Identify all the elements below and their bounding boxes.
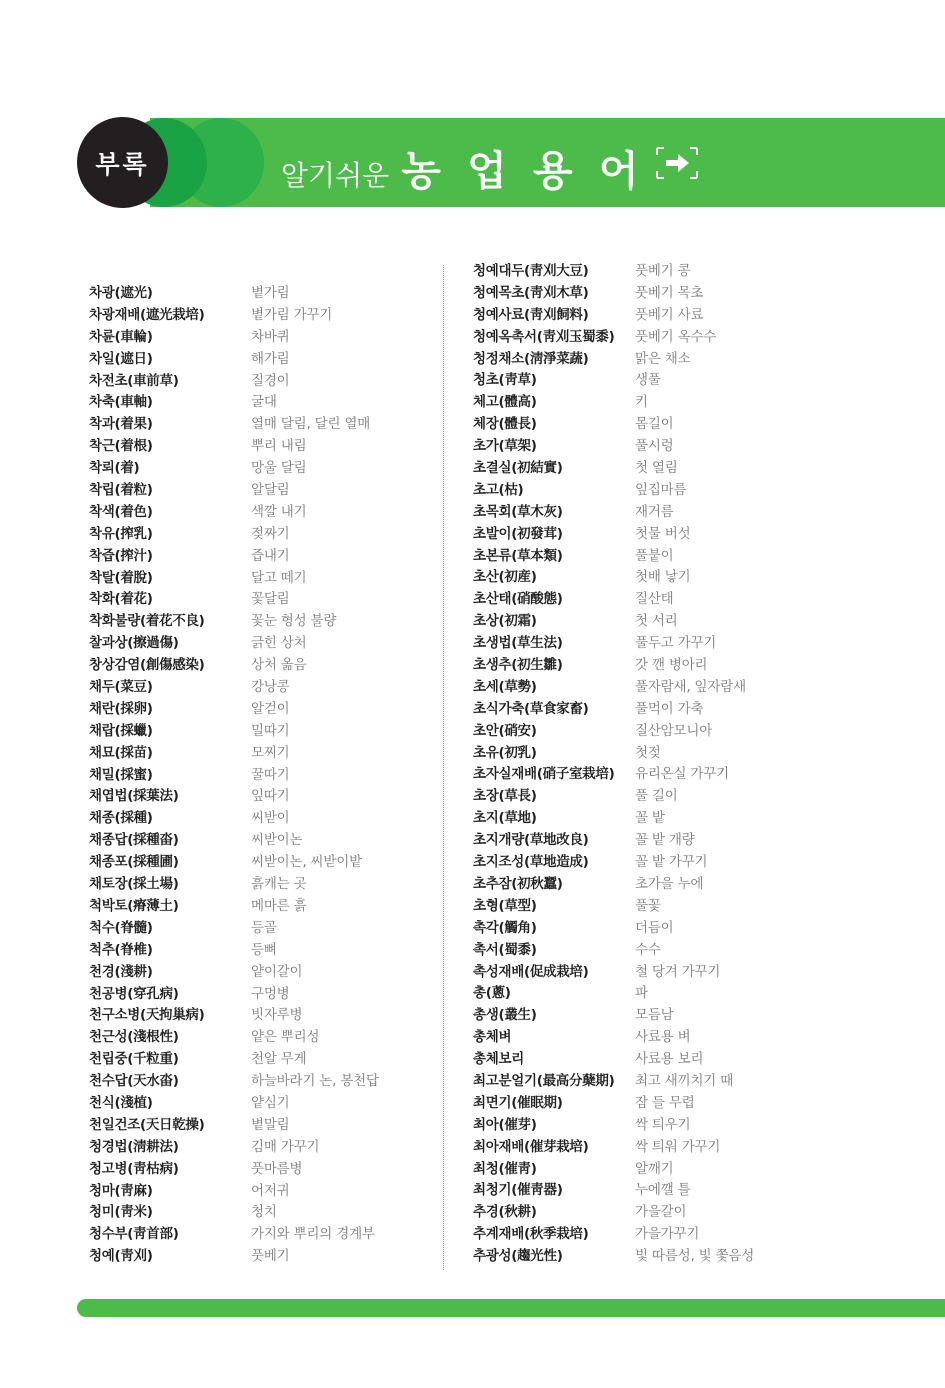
- term: 청경법(淸耕法): [89, 1138, 179, 1155]
- term: 초산(初産): [473, 569, 537, 586]
- term-definition: 풀먹이 가축: [635, 700, 704, 717]
- term: 채종포(採種圃): [89, 854, 179, 871]
- title-subtitle: 알기쉬운: [281, 159, 390, 192]
- term-definition: 풀자람새, 잎자람새: [635, 678, 746, 695]
- term: 최청(催靑): [473, 1160, 537, 1177]
- term-definition: 얕이갈이: [251, 963, 303, 980]
- term-definition: 갓 깬 병아리: [635, 657, 708, 674]
- term: 채란(採卵): [89, 700, 153, 717]
- term: 차전초(車前草): [89, 372, 179, 389]
- term: 초추잠(初秋蠶): [473, 875, 563, 892]
- term: 착화불량(着花不良): [89, 613, 205, 630]
- term: 총(蔥): [473, 985, 511, 1002]
- term-definition: 꽃달림: [251, 591, 290, 608]
- term-definition: 가을갈이: [635, 1204, 687, 1221]
- term: 추계재배(秋季栽培): [473, 1226, 589, 1243]
- column-divider: [443, 265, 444, 1270]
- term: 최청기(催靑器): [473, 1182, 563, 1199]
- term: 척수(脊髓): [89, 919, 153, 936]
- term-definition: 볕가림 가꾸기: [251, 306, 333, 323]
- term: 초산태(硝酸態): [473, 591, 563, 608]
- term-definition: 질산암모니아: [635, 722, 713, 739]
- term-definition: 꼴 밭 개량: [635, 832, 695, 849]
- term-definition: 잎따기: [251, 788, 290, 805]
- term: 총생(叢生): [473, 1007, 537, 1024]
- term: 청예목초(靑刈木草): [473, 284, 589, 301]
- term: 총체벼: [473, 1029, 512, 1046]
- term: 추광성(趨光性): [473, 1248, 563, 1265]
- term: 초지조성(草地造成): [473, 854, 589, 871]
- term: 천식(淺植): [89, 1094, 153, 1111]
- term: 초본류(草本類): [473, 547, 563, 564]
- term-definition: 얕심기: [251, 1094, 290, 1111]
- term-definition: 김매 가꾸기: [251, 1138, 320, 1155]
- term-definition: 색깔 내기: [251, 503, 307, 520]
- term-definition: 상처 옮음: [251, 657, 307, 674]
- term: 청미(靑米): [89, 1204, 153, 1221]
- term: 채묘(採苗): [89, 744, 153, 761]
- term: 체고(體高): [473, 394, 537, 411]
- term: 초자실재배(硝子室栽培): [473, 766, 615, 783]
- term: 초생법(草生法): [473, 635, 563, 652]
- term-definition: 풋베기: [251, 1248, 290, 1265]
- term: 촉서(蜀黍): [473, 941, 537, 958]
- term-definition: 싹 틔워 가꾸기: [635, 1138, 721, 1155]
- term: 착뢰(着): [89, 460, 140, 477]
- term: 채랍(採蠟): [89, 722, 153, 739]
- term: 청정채소(淸淨菜蔬): [473, 350, 589, 367]
- term-definition: 누에깰 틀: [635, 1182, 691, 1199]
- term-definition: 풀꽃: [635, 897, 661, 914]
- term-definition: 풋베기 옥수수: [635, 328, 717, 345]
- term: 청고병(靑枯病): [89, 1160, 179, 1177]
- term: 초상(初霜): [473, 613, 537, 630]
- term-definition: 더듬이: [635, 919, 674, 936]
- term-definition: 얕은 뿌리성: [251, 1029, 320, 1046]
- term-definition: 청치: [251, 1204, 277, 1221]
- term-definition: 어저귀: [251, 1182, 290, 1199]
- term: 착유(搾乳): [89, 525, 153, 542]
- term: 차일(遮日): [89, 350, 153, 367]
- term-definition: 강낭콩: [251, 679, 290, 696]
- term-definition: 몸길이: [635, 416, 674, 433]
- term-definition: 흙캐는 곳: [251, 876, 307, 893]
- term-definition: 풋마름병: [251, 1160, 303, 1177]
- term: 초안(硝安): [473, 722, 537, 739]
- term: 천경(淺耕): [89, 963, 153, 980]
- term: 채토장(採土場): [89, 876, 179, 893]
- term-definition: 첫젖: [635, 744, 661, 761]
- term: 초지(草地): [473, 810, 537, 827]
- term-definition: 첫 열림: [635, 460, 678, 477]
- term-definition: 질산태: [635, 591, 674, 608]
- term-definition: 알깨기: [635, 1160, 674, 1177]
- term-definition: 철 당겨 가꾸기: [635, 963, 721, 980]
- term: 초목회(草木灰): [473, 503, 563, 520]
- term-definition: 잠 들 무렵: [635, 1094, 695, 1111]
- term: 채엽법(採葉法): [89, 788, 179, 805]
- term: 최아재배(催芽栽培): [473, 1138, 589, 1155]
- term: 채두(菜豆): [89, 679, 153, 696]
- term-definition: 열매 달림, 달린 열매: [251, 416, 371, 433]
- term-definition: 하늘바라기 논, 봉천답: [251, 1073, 379, 1090]
- term: 착근(着根): [89, 438, 153, 455]
- term-definition: 풋베기 콩: [635, 263, 691, 279]
- term-definition: 최고 새끼치기 때: [635, 1072, 734, 1089]
- term: 착화(着花): [89, 591, 153, 608]
- term: 청예사료(靑刈飼料): [473, 306, 589, 323]
- term-definition: 풀 길이: [635, 788, 678, 805]
- term-definition: 질경이: [251, 372, 290, 389]
- term-definition: 달고 떼기: [251, 569, 307, 586]
- term-definition: 볕말림: [251, 1116, 290, 1133]
- term: 차축(車軸): [89, 394, 153, 411]
- term: 착립(着粒): [89, 482, 153, 499]
- term-definition: 첫물 버섯: [635, 525, 691, 542]
- term-definition: 풋베기 사료: [635, 306, 704, 323]
- term: 착탈(着脫): [89, 569, 153, 586]
- term-definition: 모찌기: [251, 744, 290, 761]
- term: 척추(脊椎): [89, 941, 153, 958]
- term-definition: 빗자루병: [251, 1007, 303, 1024]
- term-definition: 씨받이논, 씨받이밭: [251, 854, 362, 871]
- term-definition: 풋베기 목초: [635, 284, 704, 301]
- term: 척박토(瘠薄土): [89, 897, 179, 914]
- term: 청수부(靑首部): [89, 1226, 179, 1243]
- term-definition: 즙내기: [251, 547, 290, 564]
- term-definition: 씨받이: [251, 810, 290, 827]
- term: 착색(着色): [89, 503, 153, 520]
- term-definition: 알걷이: [251, 700, 290, 717]
- arrow-right-icon: [655, 146, 699, 180]
- term: 촉각(觸角): [473, 919, 537, 936]
- term-definition: 사료용 보리: [635, 1051, 704, 1068]
- term: 최아(催芽): [473, 1116, 537, 1133]
- term: 천구소병(天拘巢病): [89, 1007, 205, 1024]
- term-definition: 초가을 누에: [635, 875, 704, 892]
- term-definition: 가을가꾸기: [635, 1226, 700, 1243]
- term-definition: 밀따기: [251, 722, 290, 739]
- term-definition: 꿀따기: [251, 766, 290, 783]
- term-definition: 망울 달림: [251, 460, 307, 477]
- term-definition: 유리온실 가꾸기: [635, 766, 729, 783]
- term: 초식가축(草食家畜): [473, 700, 589, 717]
- term-definition: 젖짜기: [251, 525, 290, 542]
- term: 착과(着果): [89, 416, 153, 433]
- term-definition: 꼴 밭: [635, 810, 665, 827]
- term: 최면기(催眠期): [473, 1094, 563, 1111]
- term-definition: 풀두고 가꾸기: [635, 635, 717, 652]
- term: 청예옥촉서(靑刈玉蜀黍): [473, 328, 615, 345]
- term: 천근성(淺根性): [89, 1029, 179, 1046]
- section-label: 부록: [95, 149, 150, 179]
- term: 차광(遮光): [89, 285, 153, 301]
- term: 채밀(採蜜): [89, 766, 153, 783]
- term-definition: 첫배 낳기: [635, 569, 691, 586]
- term-definition: 알달림: [251, 482, 290, 499]
- term: 초결실(初結實): [473, 460, 563, 477]
- term-definition: 풀붙이: [635, 547, 674, 564]
- title-main: 농 업 용 어: [401, 147, 645, 195]
- term-definition: 키: [635, 394, 648, 411]
- term: 초발이(初發茸): [473, 525, 563, 542]
- term: 착즙(搾汁): [89, 547, 153, 564]
- term-definition: 등뼈: [251, 941, 277, 958]
- term: 채종답(採種畓): [89, 832, 179, 849]
- term-definition: 가지와 뿌리의 경계부: [251, 1226, 375, 1243]
- term: 청초(靑草): [473, 372, 537, 389]
- term-definition: 재거름: [635, 503, 674, 520]
- term-definition: 씨받이논: [251, 832, 303, 849]
- term: 차광재배(遮光栽培): [89, 306, 205, 323]
- term-definition: 메마른 흙: [251, 897, 307, 914]
- page-title: [281, 138, 645, 195]
- term-definition: 생풀: [635, 372, 661, 389]
- term-definition: 구멍병: [251, 985, 290, 1002]
- term: 청예대두(靑刈大豆): [473, 263, 589, 279]
- term: 청예(靑刈): [89, 1248, 153, 1265]
- term: 초세(草勢): [473, 678, 537, 695]
- term-definition: 꼴 밭 가꾸기: [635, 854, 708, 871]
- term: 천공병(穿孔病): [89, 985, 179, 1002]
- term-definition: 풀시렁: [635, 438, 674, 455]
- term: 천일건조(天日乾操): [89, 1116, 205, 1133]
- term-definition: 굴대: [251, 394, 277, 411]
- term: 초유(初乳): [473, 744, 537, 761]
- term-definition: 천알 무게: [251, 1051, 307, 1068]
- term: 천립중(千粒重): [89, 1051, 179, 1068]
- term: 추경(秋耕): [473, 1204, 537, 1221]
- next-page-button[interactable]: [655, 146, 699, 180]
- term: 촉성재배(促成栽培): [473, 963, 589, 980]
- term-definition: 빛 따름성, 빛 쫓음성: [635, 1248, 755, 1265]
- term-definition: 등골: [251, 919, 277, 936]
- term-definition: 해가림: [251, 350, 290, 367]
- term-definition: 맑은 채소: [635, 350, 691, 367]
- term: 초형(草型): [473, 897, 537, 914]
- term: 창상감염(創傷感染): [89, 657, 205, 674]
- term-definition: 싹 틔우기: [635, 1116, 691, 1133]
- term-definition: 모듬남: [635, 1007, 674, 1024]
- term-definition: 첫 서리: [635, 613, 678, 630]
- term-definition: 뿌리 내림: [251, 438, 307, 455]
- term-definition: 잎집마름: [635, 481, 687, 498]
- term: 천수답(天水畓): [89, 1073, 179, 1090]
- term-definition: 긁힌 상처: [251, 635, 307, 652]
- term: 체장(體長): [473, 416, 537, 433]
- term: 초지개량(草地改良): [473, 832, 589, 849]
- term: 최고분얼기(最高分蘖期): [473, 1072, 615, 1089]
- term-definition: 볕가림: [251, 285, 290, 301]
- term: 초장(草長): [473, 788, 537, 805]
- term: 채종(採種): [89, 810, 153, 827]
- term: 총체보리: [473, 1051, 524, 1068]
- term: 찰과상(擦過傷): [89, 635, 179, 652]
- term-definition: 차바퀴: [251, 328, 290, 345]
- term-definition: 꽃눈 형성 불량: [251, 613, 337, 630]
- term: 차륜(車輪): [89, 328, 153, 345]
- term-definition: 파: [635, 985, 648, 1002]
- footer-bar: [77, 1299, 945, 1317]
- term: 청마(靑麻): [89, 1182, 153, 1199]
- term: 초고(枯): [473, 481, 524, 498]
- term: 초생추(初生雛): [473, 657, 563, 674]
- term-definition: 수수: [635, 941, 661, 958]
- term: 초가(草架): [473, 438, 537, 455]
- term-definition: 사료용 벼: [635, 1029, 691, 1046]
